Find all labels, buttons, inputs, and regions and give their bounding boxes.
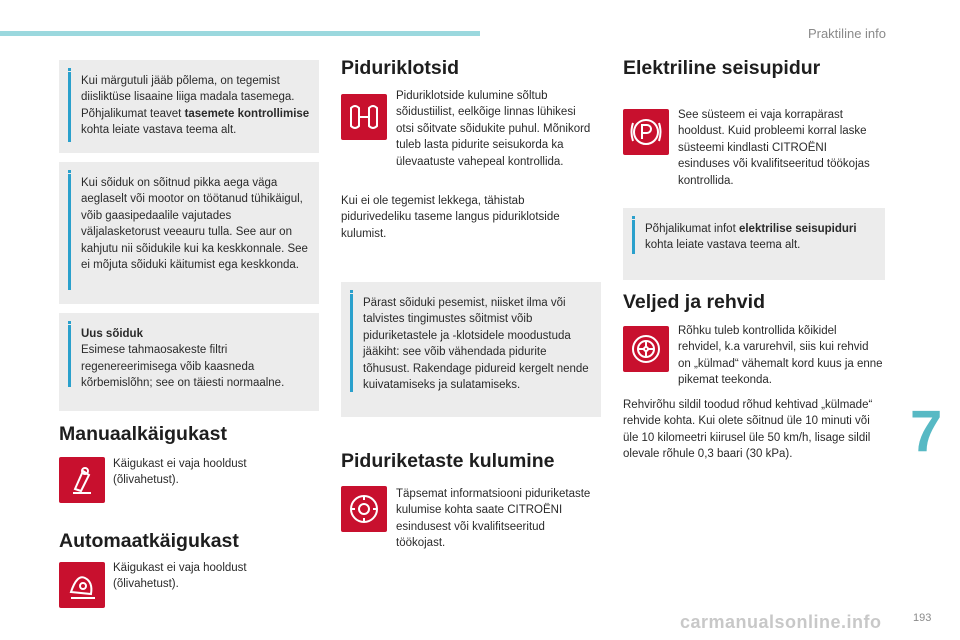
gearshift-manual-icon [59,457,105,503]
heading-wheels-tyres: Veljed ja rehvid [623,291,765,313]
watermark: carmanualsonline.info [680,612,882,632]
info-note-adblue: Kui märgutuli jääb põlema, on tegemist diisliktüse lisaaine liiga madala tasemega. Põhjalikumat teavet tasemete kontrollimise kohta leiate vastava teema alt. [59,60,319,153]
info-note-ice: Pärast sõiduki pesemist, niisket ilma või talvistes tingimustes sõitmist võib piduriketastele ja -klotsidele moodustuda jääkiht: see võib vähendada pidurite tõhusust. Rakendage pidureid kergelt nende kuivatamiseks ja sulatamiseks. [341,282,601,417]
info-icon [68,72,71,142]
brake-pads-icon [341,94,387,140]
gearshift-auto-icon [59,562,105,608]
heading-brake-pads: Piduriklotsid [341,57,460,79]
brake-discs-text: Täpsemat informatsiooni piduriketaste kulumise kohta saate CITROËNI esindusest või kvalifitseeritud töökojast. [396,488,591,550]
parking-brake-icon [623,109,669,155]
info-icon [68,325,71,387]
info-icon [350,294,353,392]
brake-pads-text: Piduriklotside kulumine sõltub sõidustiilist, eelkõige linnas lühikesi otsi sõitvate sõidukite puhul. Mõnikord tuleb lasta pidurite seisukorda ka ülevaatuste vahepeal kontrollida. [396,90,591,168]
auto-gearbox-text: Käigukast ei vaja hooldust (õlivahetust). [113,562,247,591]
wheels-text: Rõhku tuleb kontrollida kõikidel rehvidel, k.a varurehvil, siis kui rehvid on „külmad“ vähemalt kord kuus ja enne pikemat teekonda. [678,325,883,387]
heading-manual-gearbox: Manuaalkäigukast [59,423,227,445]
header-accent-bar [0,31,480,36]
chapter-number: 7 [910,399,943,464]
heading-auto-gearbox: Automaatkäigukast [59,530,239,552]
section-title: Praktiline info [807,26,886,41]
info-note-parking-brake: Põhjalikumat infot elektrilise seisupiduri kohta leiate vastava teema alt. [623,208,885,280]
brake-disc-icon [341,486,387,532]
page-number: 193 [913,612,932,624]
parking-brake-text: See süsteem ei vaja korrapärast hooldust. Kuid probleemi korral laske süsteemi kindlasti CITROËNI esinduses või kvalifitseeritud töökojas kontrollida. [678,109,870,187]
tyre-pressure-text: Rehvirõhu sildil toodud rõhud kehtivad „külmade“ rehvide kohta. Kui olete sõitnud üle 10 minuti või üle 10 kilomeetri kiirusel üle 50 km/h, lisage sildil olevale rõhule 0,3 baari (30 kPa). [623,399,873,461]
wheel-icon [623,326,669,372]
info-icon [68,174,71,290]
heading-parking-brake: Elektriline seisupidur [623,57,821,79]
info-note-vapour: Kui sõiduk on sõitnud pikka aega väga aeglaselt või mootor on töötanud tühikäigul, võib gaasipedaalile vajutades väljalasketorust veeauru tulla. See aur on kahjutu nii sõidukile kui ka keskkonnale. See ei mõjuta sõiduki käitumist ega keskkonda. [59,162,319,304]
info-icon [632,220,635,254]
brake-fluid-text: Kui ei ole tegemist lekkega, tähistab pidurivedeliku taseme langus piduriklotside kulumist. [341,195,560,240]
heading-brake-discs: Piduriketaste kulumine [341,450,555,472]
manual-gearbox-text: Käigukast ei vaja hooldust (õlivahetust). [113,458,247,487]
info-note-new-vehicle: Uus sõiduk Esimese tahmaosakeste filtri regenereerimisega võib kaasneda kõrbemislõhn; see on täiesti normaalne. [59,313,319,411]
